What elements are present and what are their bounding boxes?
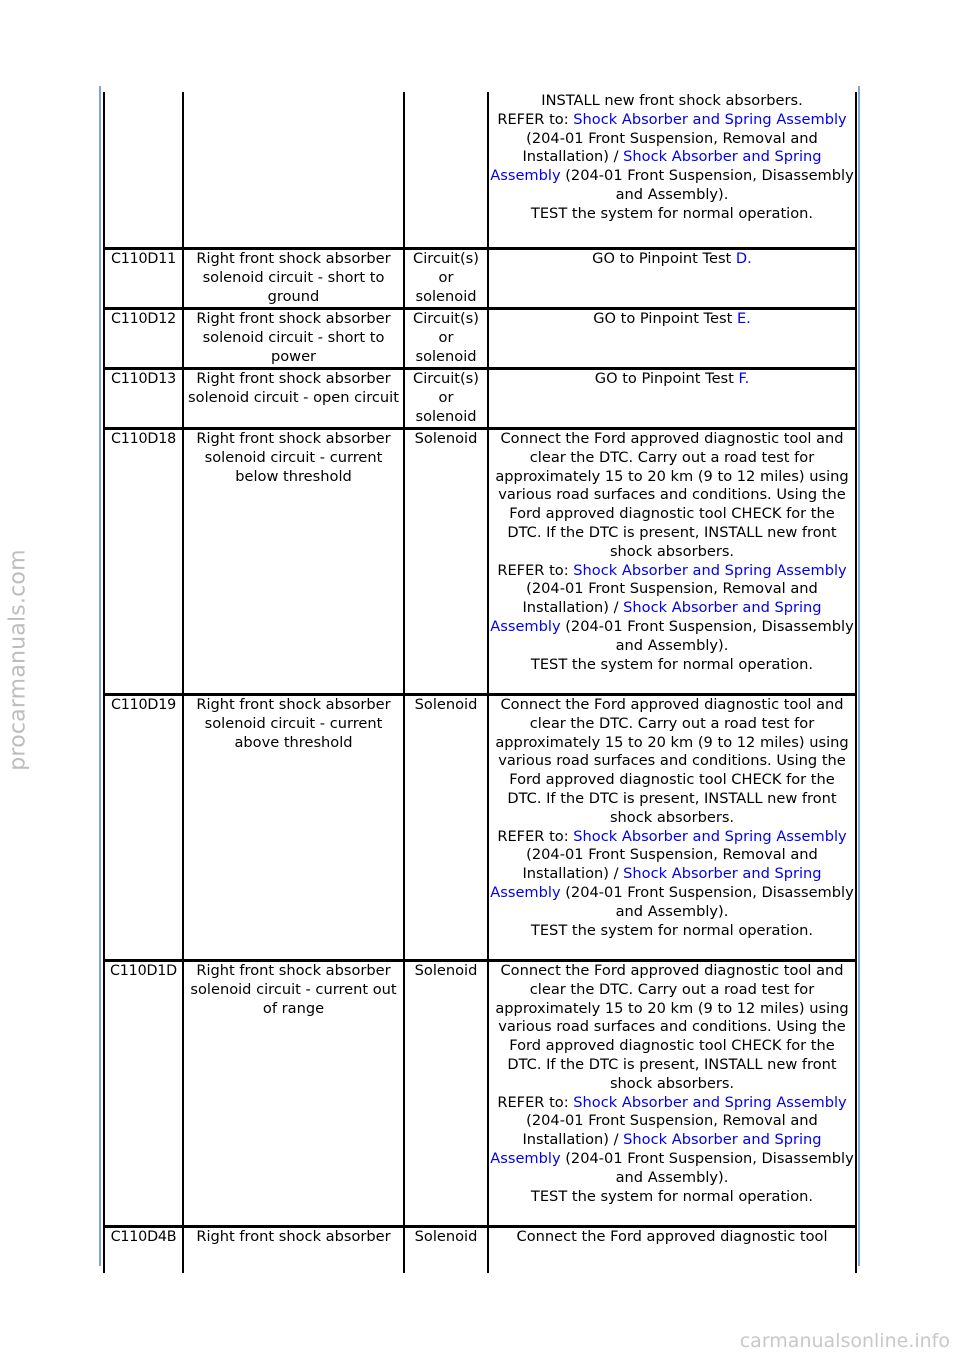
action-text: Connect the Ford approved diagnostic tool and clear the DTC. Carry out a road test for approximately 15 to 20 km (9 to 12 miles) using various road surfaces and conditions. Using the Ford approved diagnostic tool CHECK for the DTC. If the DTC is present, INSTALL new front shock absorbers. REFER to:	[495, 962, 849, 1111]
dtc-action	[488, 429, 856, 695]
dtc-description: Right front shock absorber solenoid circuit - current above threshold	[183, 695, 404, 961]
dtc-action	[488, 92, 856, 249]
table-row	[104, 369, 856, 429]
action-text: Connect the Ford approved diagnostic tool and clear the DTC. Carry out a road test for approximately 15 to 20 km (9 to 12 miles) using various road surfaces and conditions. Using the Ford approved diagnostic tool CHECK for the DTC. If the DTC is present, INSTALL new front shock absorbers. REFER to:	[495, 696, 849, 845]
action-text: GO to Pinpoint Test	[594, 370, 739, 387]
dtc-description: Right front shock absorber	[183, 1227, 404, 1274]
dtc-description: Right front shock absorber solenoid circuit - short to ground	[183, 249, 404, 309]
dtc-code: C110D1D	[104, 961, 183, 1227]
action-text: GO to Pinpoint Test	[593, 310, 737, 327]
dtc-source: Solenoid	[404, 695, 488, 961]
dtc-action	[488, 1227, 856, 1274]
dtc-code: C110D13	[104, 369, 183, 429]
dtc-source: Circuit(s) or solenoid	[404, 309, 488, 369]
refer-link[interactable]: Shock Absorber and Spring Assembly	[573, 561, 847, 579]
action-text: Connect the Ford approved diagnostic tool and clear the DTC. Carry out a road test for approximately 15 to 20 km (9 to 12 miles) using various road surfaces and conditions. Using the Ford approved diagnostic tool CHECK for the DTC. If the DTC is present, INSTALL new front shock absorbers. REFER to:	[495, 430, 849, 579]
dtc-source: Solenoid	[404, 961, 488, 1227]
dtc-description: Right front shock absorber solenoid circuit - current below threshold	[183, 429, 404, 695]
table-row	[104, 695, 856, 961]
dtc-source: Circuit(s) or solenoid	[404, 369, 488, 429]
dtc-description: Right front shock absorber solenoid circuit - open circuit	[183, 369, 404, 429]
dtc-source: Solenoid	[404, 1227, 488, 1274]
dtc-source	[404, 92, 488, 249]
dtc-code	[104, 92, 183, 249]
dtc-description: Right front shock absorber solenoid circuit - short to power	[183, 309, 404, 369]
refer-link[interactable]: Shock Absorber and Spring Assembly	[573, 1093, 847, 1111]
dtc-code: C110D19	[104, 695, 183, 961]
action-text: (204-01 Front Suspension, Disassembly and Assembly). TEST the system for normal operation.	[530, 617, 854, 673]
refer-link[interactable]: E.	[736, 310, 751, 327]
dtc-source: Circuit(s) or solenoid	[404, 249, 488, 309]
dtc-code: C110D4B	[104, 1227, 183, 1274]
action-text: GO to Pinpoint Test	[592, 250, 736, 267]
bottom-watermark: carmanualsonline.info	[739, 1330, 950, 1352]
refer-link[interactable]: Shock Absorber and Spring Assembly	[490, 865, 822, 901]
table-row	[104, 92, 856, 249]
action-text: (204-01 Front Suspension, Removal and Installation) /	[522, 129, 818, 166]
action-text: (204-01 Front Suspension, Disassembly and Assembly). TEST the system for normal operation.	[530, 1149, 854, 1205]
refer-link[interactable]: Shock Absorber and Spring Assembly	[490, 148, 822, 185]
dtc-code: C110D11	[104, 249, 183, 309]
action-text: (204-01 Front Suspension, Removal and Installation) /	[522, 1112, 818, 1149]
dtc-code: C110D12	[104, 309, 183, 369]
refer-link[interactable]: Shock Absorber and Spring Assembly	[573, 827, 847, 845]
dtc-action	[488, 309, 856, 369]
refer-link[interactable]: Shock Absorber and Spring Assembly	[573, 110, 847, 128]
right-margin-rule	[858, 86, 860, 1266]
table-row	[104, 249, 856, 309]
dtc-description	[183, 92, 404, 249]
dtc-action	[488, 249, 856, 309]
dtc-action	[488, 695, 856, 961]
dtc-action	[488, 369, 856, 429]
refer-link[interactable]: Shock Absorber and Spring Assembly	[490, 599, 822, 635]
side-watermark	[0, 0, 38, 1358]
action-text: (204-01 Front Suspension, Removal and Installation) /	[522, 846, 818, 883]
refer-link[interactable]: F.	[738, 370, 750, 387]
dtc-code: C110D18	[104, 429, 183, 695]
action-text: INSTALL new front shock absorbers. REFER to:	[497, 92, 803, 128]
dtc-description: Right front shock absorber solenoid circuit - current out of range	[183, 961, 404, 1227]
action-text: (204-01 Front Suspension, Removal and Installation) /	[522, 580, 818, 617]
dtc-action	[488, 961, 856, 1227]
dtc-table	[103, 92, 857, 1273]
dtc-source: Solenoid	[404, 429, 488, 695]
action-text: (204-01 Front Suspension, Disassembly and Assembly). TEST the system for normal operation.	[530, 167, 854, 222]
refer-link[interactable]: Shock Absorber and Spring Assembly	[490, 1131, 822, 1167]
table-row	[104, 309, 856, 369]
action-text: Connect the Ford approved diagnostic tool	[516, 1228, 828, 1245]
table-row	[104, 961, 856, 1227]
side-watermark-text: procarmanuals.com	[5, 549, 31, 771]
action-text: (204-01 Front Suspension, Disassembly and Assembly). TEST the system for normal operation.	[530, 883, 854, 939]
refer-link[interactable]: D.	[735, 250, 752, 267]
left-margin-rule	[99, 86, 101, 1266]
table-row	[104, 1227, 856, 1274]
table-row	[104, 429, 856, 695]
